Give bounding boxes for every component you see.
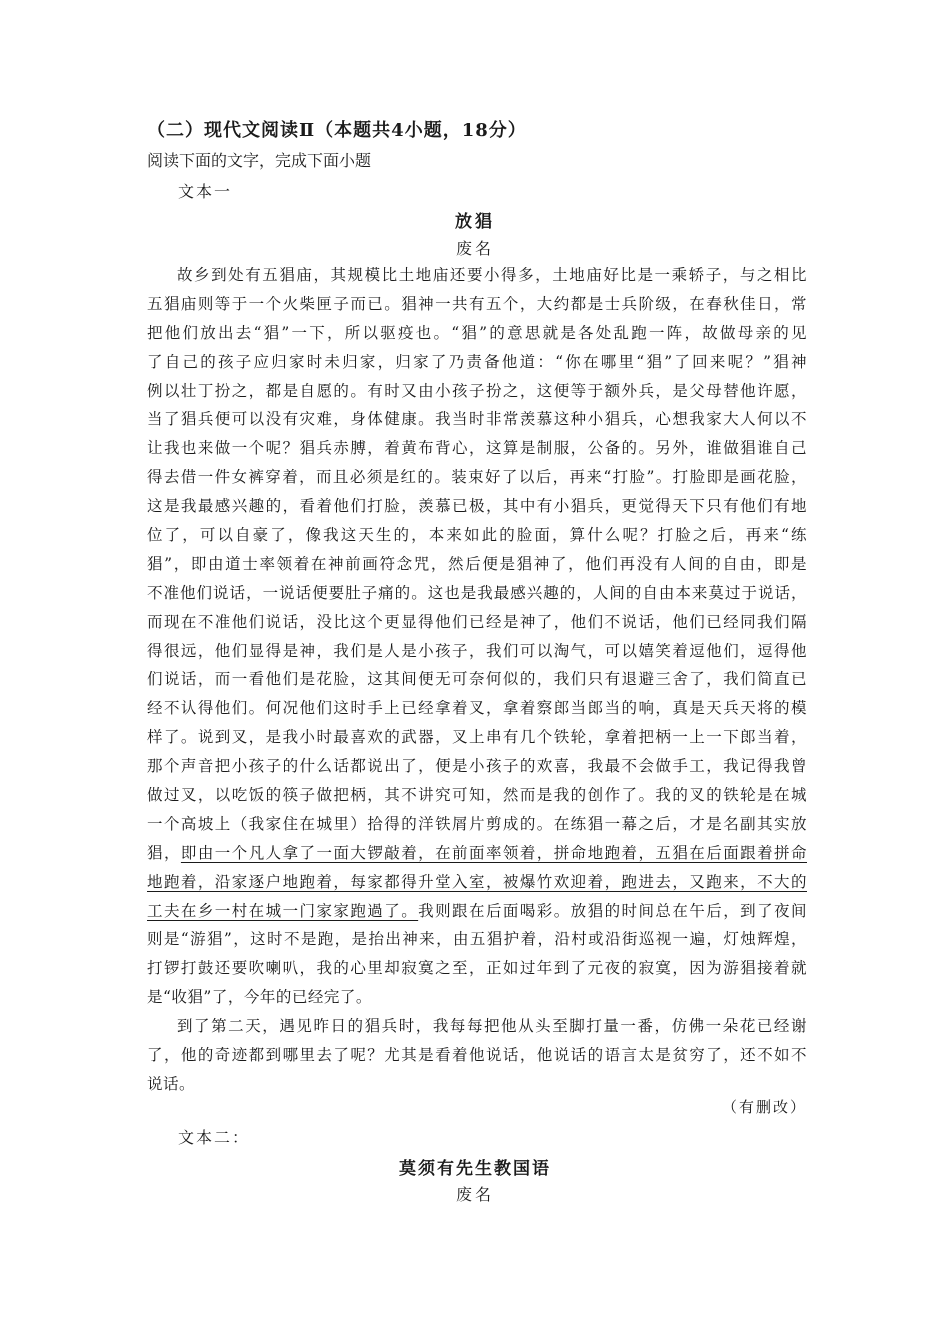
body-line: 则是“游猖”，这时不是跑，是抬出神来，由五猖护着，沿村或沿街巡视一遍，灯烛辉煌， bbox=[147, 930, 807, 949]
body-line: 把他们放出去“猖”一下，所以驱疫也。“猖”的意思就是各处乱跑一阵，故做母亲的见 bbox=[147, 323, 807, 342]
body-line: 得很远，他们显得是神，我们是人是小孩子，我们可以淘气，可以嬉笑着逗他们，逗得他 bbox=[147, 641, 807, 660]
line-text: 猖， bbox=[147, 843, 181, 862]
body-line: 五猖庙则等于一个火柴匣子而已。猖神一共有五个，大约都是士兵阶级，在春秋佳日，常 bbox=[147, 294, 807, 313]
body-line: 一个高坡上（我家住在城里）拾得的洋铁屑片剪成的。在练猖一幕之后，才是名副其实放 bbox=[147, 814, 807, 833]
underlined-passage: 即由一个凡人拿了一面大锣敲着，在前面率领着，拼命地跑着，五猖在后面跟着拼命 bbox=[180, 843, 807, 862]
body-line: 猖”，即由道士率领着在神前画符念咒，然后便是猖神了，他们再没有人间的自由，即是 bbox=[147, 554, 807, 573]
edit-note: （有删改） bbox=[721, 1098, 807, 1116]
body-line bbox=[147, 897, 807, 926]
body-line: 那个声音把小孩子的什么话都说出了，便是小孩子的欢喜，我最不会做手工，我记得我曾 bbox=[147, 757, 807, 776]
body-line: 经不认得他们。何况他们这时手上已经拿着叉，拿着察郎当郎当的响，真是天兵天将的模 bbox=[147, 699, 807, 718]
body-line: 样了。说到叉，是我小时最喜欢的武器，叉上串有几个铁轮，拿着把柄一上一下郎当着， bbox=[147, 728, 807, 747]
instruction: 阅读下面的文字，完成下面小题 bbox=[147, 151, 372, 170]
underlined-passage: 地跑着，沿家逐户地跑着，每家都得升堂入室，被爆竹欢迎着，跑进去，又跑来，不大的 bbox=[147, 872, 807, 891]
body-line: 位了，可以自豪了，像我这天生的，本来如此的脸面，算什么呢？打脸之后，再来“练 bbox=[147, 526, 807, 545]
text1-author: 废名 bbox=[455, 239, 494, 258]
body-line: 而现在不准他们说话，没比这个更显得他们已经是神了，他们不说话，他们已经同我们隔 bbox=[147, 612, 807, 631]
body-line: 例以壮丁扮之，都是自愿的。有时又由小孩子扮之，这便等于额外兵，是父母替他许愿， bbox=[147, 381, 807, 400]
body-line: 得去借一件女裤穿着，而且必须是红的。装束好了以后，再来“打脸”。打脸即是画花脸， bbox=[147, 468, 807, 487]
body-line: 了，他的奇迹都到哪里去了呢？尤其是看着他说话，他说话的语言太是贫穷了，还不如不 bbox=[147, 1046, 807, 1065]
text1-title: 放猖 bbox=[455, 212, 495, 232]
body-line: 了自己的孩子应归家时未归家，归家了乃责备他道：“你在哪里“猖”了回来呢？”猖神 bbox=[147, 352, 807, 371]
line-text: 我则跟在后面喝彩。放猖的时间总在午后，到了夜间 bbox=[418, 901, 807, 920]
underlined-passage: 工夫在乡一村在城一门家家跑過了。 bbox=[147, 901, 419, 920]
body-line: 故乡到处有五猖庙，其规模比土地庙还要小得多，土地庙好比是一乘轿子，与之相比 bbox=[177, 266, 807, 284]
body-line: 做过叉，以吃饭的筷子做把柄，其不讲究可知，然而是我的创作了。我的叉的铁轮是在城 bbox=[147, 786, 807, 805]
body-line: 不准他们说话，一说话便要肚子痛的。这也是我最感兴趣的，人间的自由本来莫过于说话， bbox=[147, 583, 807, 602]
text2-title: 莫须有先生教国语 bbox=[399, 1159, 551, 1179]
body-line: 打锣打鼓还要吹喇叭，我的心里却寂寞之至，正如过年到了元夜的寂寞，因为游猖接着就 bbox=[147, 959, 807, 978]
body-line: 当了猖兵便可以没有灾难，身体健康。我当时非常羡慕这种小猖兵，心想我家大人何以不 bbox=[147, 410, 807, 429]
text1-label: 文本一 bbox=[178, 182, 233, 201]
body-line: 说话。 bbox=[147, 1074, 196, 1093]
body-line: 们说话，而一看他们是花脸，这其间便无可奈何似的，我们只有退避三舍了，我们简直已 bbox=[147, 670, 807, 689]
body-line bbox=[147, 839, 807, 868]
body-line: 这是我最感兴趣的，看着他们打脸，羡慕已极，其中有小猖兵，更觉得天下只有他们有地 bbox=[147, 497, 807, 516]
body-line bbox=[147, 868, 807, 897]
body-line: 让我也来做一个呢？猖兵赤膊，着黄布背心，这算是制服，公备的。另外，谁做猖谁自己 bbox=[147, 439, 807, 458]
body-line: 是“收猖”了，今年的已经完了。 bbox=[147, 988, 372, 1007]
text1-body bbox=[147, 261, 807, 1099]
text2-author: 废名 bbox=[455, 1185, 494, 1204]
text2-label: 文本二： bbox=[178, 1128, 251, 1147]
body-line: 到了第二天，遇见昨日的猖兵时，我每每把他从头至脚打量一番，仿佛一朵花已经谢 bbox=[177, 1017, 807, 1036]
section-heading: （二）现代文阅读Ⅱ（本题共4小题，18分） bbox=[147, 120, 527, 141]
